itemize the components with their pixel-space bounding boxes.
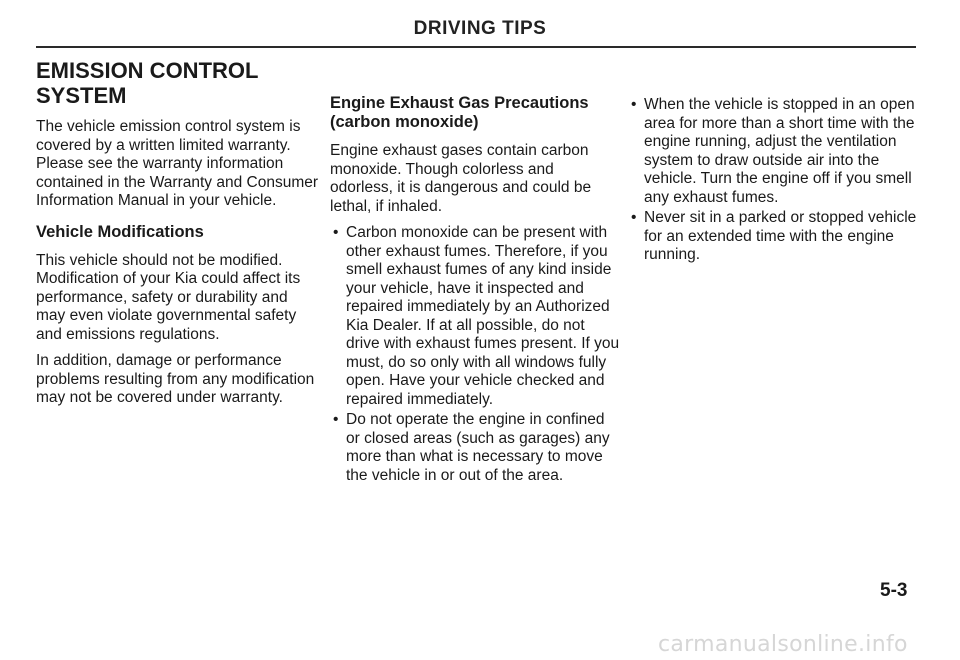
list-item-text: Carbon monoxide can be present with other exhaust fumes. Therefore, if you smell exhaust fumes of any kind inside your vehicle, have it inspected and repaired immediately by an Authorized Kia Dealer. If at all possible, do not drive with exhaust fumes present. If you must, do so only with all windows fully open. Have your vehicle checked and repaired immediately. <box>346 224 620 408</box>
page-header: DRIVING TIPS <box>413 18 547 39</box>
column-emission-control <box>36 58 321 416</box>
modification-paragraph: This vehicle should not be modified. Modification of your Kia could affect its performance, safety or durability and may even violate governmental safety and emissions regulations. <box>36 251 301 343</box>
warranty-paragraph: The vehicle emission control system is covered by a written limited warranty. Please see the warranty information contained in the Warranty and Consumer Information Manual in your vehicle. <box>36 118 319 209</box>
exhaust-bullet-list <box>330 224 620 485</box>
list-item <box>330 224 620 409</box>
list-item-text: Do not operate the engine in confined or closed areas (such as garages) any more than what is necessary to move the vehicle in or out of the area. <box>346 411 610 484</box>
section-title-emission-control: EMISSION CONTROL SYSTEM <box>36 58 259 108</box>
bullet-icon: • <box>631 209 637 226</box>
damage-paragraph: In addition, damage or performance problems resulting from any modification may not be covered under warranty. <box>36 352 315 406</box>
bullet-icon: • <box>333 224 339 241</box>
bullet-icon: • <box>631 96 637 113</box>
list-item <box>628 209 923 265</box>
column-ventilation-tips <box>628 96 923 267</box>
subtitle-exhaust-gas-precautions: Engine Exhaust Gas Precautions (carbon monoxide) <box>330 94 589 131</box>
ventilation-bullet-list <box>628 96 923 265</box>
bullet-icon: • <box>333 411 339 428</box>
subtitle-vehicle-modifications: Vehicle Modifications <box>36 222 204 241</box>
footer-watermark: carmanualsonline.info <box>658 632 908 657</box>
list-item-text: Never sit in a parked or stopped vehicle for an extended time with the engine running. <box>644 209 917 263</box>
header-rule <box>36 46 916 48</box>
list-item <box>330 411 620 485</box>
page-number: 5-3 <box>880 580 908 601</box>
column-exhaust-precautions <box>330 94 620 487</box>
list-item-text: When the vehicle is stopped in an open area for more than a short time with the engine running, adjust the ventilation system to draw outside air into the vehicle. Turn the engine off if you smell any exhaust fumes. <box>644 96 915 206</box>
carbon-monoxide-paragraph: Engine exhaust gases contain carbon monoxide. Though colorless and odorless, it is dangerous and could be lethal, if inhaled. <box>330 142 592 215</box>
list-item <box>628 96 923 207</box>
